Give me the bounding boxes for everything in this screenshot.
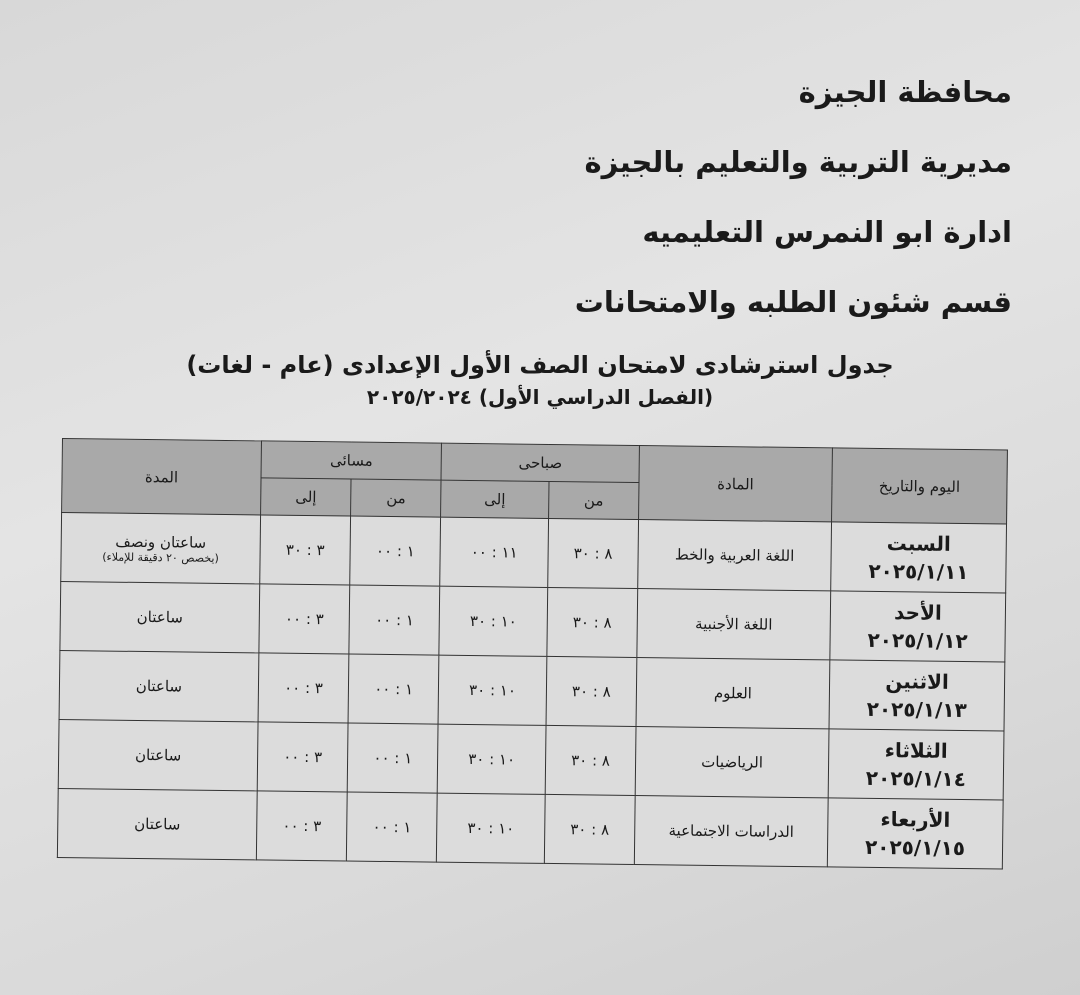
table-row [60,581,1006,662]
day-cell [827,798,1003,869]
day-name: الأربعاء [880,807,951,832]
exam-date: ٢٠٢٥/١/١٥ [864,834,966,861]
duration: ساعتان [136,607,184,627]
morning-to: ١١ : ٠٠ [440,517,548,587]
duration: ساعتان [134,814,181,834]
day-cell [828,729,1004,800]
directorate: مديرية التربية والتعليم بالجيزة [584,145,1012,179]
day-cell [831,522,1007,593]
col-duration: المدة [62,439,262,515]
table-row [59,650,1005,731]
duration: ساعتان [135,676,183,696]
table-row [58,719,1004,800]
morning-to: ١٠ : ٣٠ [437,793,545,863]
evening-to: ٣ : ٣٠ [260,515,351,585]
duration-cell [57,788,257,859]
morning-to: ١٠ : ٣٠ [439,586,547,656]
duration-cell [59,650,259,721]
evening-from: ١ : ٠٠ [348,654,439,724]
col-evening: مسائى [261,441,442,480]
evening-to: ٣ : ٠٠ [258,653,349,723]
exam-schedule-table [57,438,1008,870]
title-block [40,350,1040,410]
morning-from: ٨ : ٣٠ [548,518,639,588]
exam-date: ٢٠٢٥/١/١٤ [865,765,967,792]
day-name: السبت [886,531,951,556]
duration-cell [61,513,261,584]
morning-to: ١٠ : ٣٠ [438,724,546,794]
evening-to: ٣ : ٠٠ [257,722,348,792]
day-name: الثلاثاء [884,738,948,763]
evening-from: ١ : ٠٠ [347,723,438,793]
subject-cell: اللغة الأجنبية [637,589,831,660]
subject-cell: العلوم [636,658,830,729]
morning-from: ٨ : ٣٠ [545,725,636,795]
col-morning-to: إلى [441,480,549,518]
subject-cell: الدراسات الاجتماعية [634,796,828,867]
day-cell [829,660,1005,731]
table-row [61,513,1007,594]
exam-date: ٢٠٢٥/١/١٢ [867,627,968,654]
duration-note: (يخصص ٢٠ دقيقة للإملاء) [102,550,219,565]
col-evening-to: إلى [261,478,352,516]
morning-from: ٨ : ٣٠ [546,656,637,726]
morning-to: ١٠ : ٣٠ [438,655,546,725]
evening-to: ٣ : ٠٠ [259,584,350,654]
evening-to: ٣ : ٠٠ [256,791,347,861]
schedule-subtitle: (الفصل الدراسي الأول) ٢٠٢٥/٢٠٢٤ [366,385,714,409]
evening-from: ١ : ٠٠ [349,585,440,655]
duration: ساعتان [134,745,182,765]
subject-cell: اللغة العربية والخط [638,520,832,591]
morning-from: ٨ : ٣٠ [547,587,638,657]
subject-cell: الرياضيات [635,727,829,798]
duration-cell [58,719,258,790]
exam-date: ٢٠٢٥/١/١١ [868,558,969,585]
evening-from: ١ : ٠٠ [350,516,441,586]
day-name: الأحد [893,600,942,625]
table-row [57,788,1003,869]
col-subject: المادة [639,446,833,522]
department: قسم شئون الطلبه والامتحانات [574,285,1012,319]
col-evening-from: من [351,479,442,517]
administration: ادارة ابو النمرس التعليميه [642,215,1012,249]
col-morning-from: من [548,481,639,519]
morning-from: ٨ : ٣٠ [544,794,635,864]
day-cell [830,591,1006,662]
evening-from: ١ : ٠٠ [347,792,438,862]
schedule-title: جدول استرشادى لامتحان الصف الأول الإعدادى (عام - لغات) [186,351,894,379]
duration: ساعتان ونصف [115,532,207,552]
day-name: الاثنين [885,669,950,694]
exam-date: ٢٠٢٥/١/١٣ [866,696,967,723]
duration-cell [60,581,260,652]
col-morning: صباحى [441,443,639,482]
col-day: اليوم والتاريخ [832,448,1008,524]
document-header [575,72,1012,352]
governorate: محافظة الجيزة [798,75,1012,109]
